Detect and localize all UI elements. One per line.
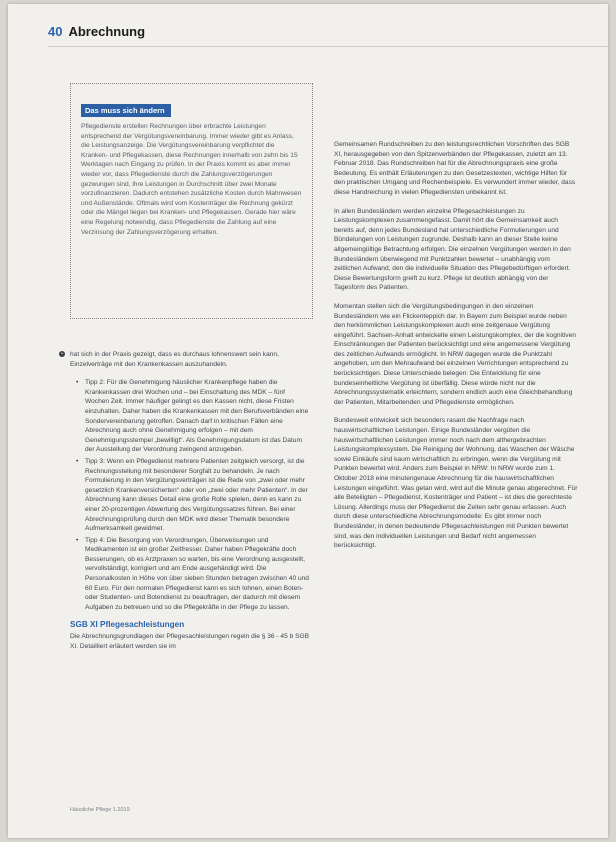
paragraph: Bundesweit entwickelt sich besonders rasant die Nachfrage nach hauswirtschaftlichen Leistungen. Einige Bundesländer vergüten die hauswirtschaftlichen Leistungen immer noch nach dem althergebrachten Leistungskomplexsystem. Die Reinigung der Wohnung, das Waschen der Wäsche sowie Einkäufe sind kaum wirtschaftlich zu erbringen, wenn die Vergütung mit Punkten bewertet wird. Anders zum Beispiel in NRW: In NRW wurde zum 1. Oktober 2018 eine minutengenaue Abrechnung für die hauswirtschaftlichen Leistungen eingeführt. Was getan wird, wird auf die Minute genau abgerechnet. Für alle Beteiligten – Pflegedienst, Kostenträger und Patient – ist dies die gerechteste Lösung. Allerdings muss der Pflegedienst die Zeiten sehr genau erfassen. Auch durch diese unterschiedliche Abrechnungsmodelle: Es gibt immer noch Bundesländer, in denen bedeutende Pflegesachleistungen mit Punkten bewertet sind, was den individuellen Leistungen und Bedarf nicht angemessen berücksichtigt.: [334, 417, 578, 550]
section-title: Abrechnung: [68, 24, 146, 39]
continuation-marker-icon: •: [59, 351, 65, 357]
paragraph: Momentan stellen sich die Vergütungsbedingungen in den einzelnen Bundesländern wie ein Flickenteppich dar. In Bayern zum Beispiel wurde neben den herkömmlichen Leistungskomplexen auch eine zeitgenaue Vergütung eingeführt. Sachsen-Anhalt entwickelte einen Leistungskomplex, der die kognitiven Einschränkungen der Patienten berücksichtigt und eine angemessene Vergütung des zeitlichen Aufwands ermöglicht. In NRW dagegen wurde die Punktzahl angehoben, um den Mehraufwand bei einzelnen Verrichtungen entsprechend zu berücksichtigen. Diese Unterschiede belegen: Die Entwicklung für eine bundeseinheitliche Vergütung ist überfällig. Diese würde nicht nur die Abrechnungssystematik erleichtern, sondern endlich auch eine Gleichbehandlung der Patienten, Mitarbeitenden und Pflegedienste ermöglichen.: [334, 302, 576, 406]
header-rule: [48, 46, 608, 47]
magazine-page: [8, 4, 608, 838]
info-box-title: Das muss sich ändern: [81, 104, 171, 117]
info-box: [70, 83, 313, 319]
tip-item: • Tipp 2: Für die Genehmigung häuslicher Krankenpflege haben die Krankenkassen drei Wochen und – bei Einschaltung des MDK – fünf Wochen Zeit. Immer häufiger gelingt es den Kassen nicht, diese Fristen einzuhalten. Daher haben die Krankenkassen mit den Berufsverbänden eine Sondervereinbarung getroffen. Danach darf in kritischen Fällen eine Abrechnung auch ohne Genehmigung erfolgen – mit dem Genehmigungsstempel „bewilligt“. Als Genehmigungsdatum ist das Datum der Ausstellung der Verordnung zwingend anzugeben.: [70, 378, 310, 455]
page-header: [48, 24, 145, 39]
tip-item: • Tipp 3: Wenn ein Pflegedienst mehrere Patienten zeitgleich versorgt, ist die Rechnungsstellung mit besonderer Sorgfalt zu behandeln. Je nach Formulierung in den Vergütungsverträgen ist die Rede von „zwei oder mehr gesetzlich Krankenversicherten“ oder von „zwei oder mehr Patienten“. In der Abrechnung kann dieses Detail eine große Rolle spielen, denn es kann zu einer 20-prozentigen Abwertung des Vergütungssatzes führen. Bei einer Abrechnungsprüfung durch den MDK wird dieser Thematik besondere Aufmerksamkeit gewidmet.: [70, 457, 310, 534]
left-intro-text: hat sich in der Praxis gezeigt, dass es durchaus lohnenswert sein kann, Einzelverträge mit den Krankenkassen auszuhandeln.: [70, 351, 279, 368]
left-tail: Die Abrechnungsgrundlagen der Pflegesachleistungen regeln die § 36 - 45 b SGB XI. Detailliert erläutert werden sie im: [70, 633, 310, 650]
paragraph: Gemeinsamen Rundschreiben zu den leistungsrechtlichen Vorschriften des SGB XI, herausgegeben von den Spitzenverbänden der Pflegekassen, zuletzt am 13. Februar 2018. Das Rundschreiben hat für die Abrechnungspraxis eine große Bedeutung. Es enthält Erläuterungen zu den Gesetzestexten, wichtige Hilfen für den praktischen Umgang und Rechenbeispiele. Es verwundert immer wieder, dass diese Handreichung in vielen Pflegediensten unbekannt ist.: [334, 141, 576, 196]
left-column: [61, 350, 310, 660]
right-column: [334, 140, 578, 560]
paragraph: In allen Bundesländern werden einzelne Pflegesachleistungen zu Leistungskomplexen zusammengefasst. Damit hört die Gemeinsamkeit auch bereits auf, denn jedes Bundesland hat unterschiedliche Formulierungen und Bündelungen von Leistungen zugrunde. Deshalb kann an dieser Stelle keine allgemeingültige Betrachtung erfolgen. Die einzelnen Vergütungen werden in den Bundesländern überwiegend mit Punktzahlen bewertet – unabhängig vom zeitlichen Aufwand, den die individuelle Situation des Pflegebedürftigen erfordert. Diese Bewertungsform greift zu kurz. Pflege ist deutlich abhängig von der Tagesform des Patienten.: [334, 207, 571, 292]
left-intro: [61, 350, 310, 369]
info-box-text: Pflegedienste erstellen Rechnungen über erbrachte Leistungen entsprechend der Vergütungsvereinbarung. Immer wieder gibt es Anlass, die Leistungsanzeige. Die Vergütungsvereinbarung verpflichtet die Kranken- und Pflegekassen, diese Rechnungen innerhalb von zehn bis 15 Werktagen nach Eingang zu prüfen. In der Praxis kommt es aber immer wieder vor, dass Pflegedienste durch die Zahlungsverzögerungen gezwungen sind, ihre Leistungen in Durchschnitt über zwei Monate vorzufinanzieren. Dadurch entstehen zusätzliche Kosten durch Mahnwesen und Außenstände. Oftmals wird vom Kostenträger die Rechnung gekürzt oder die Mängel liegen bei Kranken- und Pflegekassen. Gerade hier wäre eine Regelung notwendig, dass Pflegedienste die Zahlung auf eine Verzinsung der Zahlungsverzögerung erhalten.: [81, 123, 302, 236]
page-footer: Häusliche Pflege 1.2019: [70, 807, 130, 813]
subheading: SGB XI Pflegesachleistungen: [70, 620, 185, 630]
page-number: 40: [48, 24, 63, 39]
tip-item: • Tipp 4: Die Besorgung von Verordnungen, Überweisungen und Medikamenten ist ein großer Zeitfresser. Daher haben Pflegekräfte doch Besserungen, ob es Arztpraxen so warten, bis eine Verordnung ausgestellt, vervollständigt, korrigiert und am Ende ausgehändigt wird. Die Personalkosten in Höhe von über sieben Stunden betragen zwischen 40 und 60 Euro. Für den normalen Pflegedienst kann es sich lohnen, einen Boten- oder Studenten- und Botendienst zu beauftragen, der dadurch mit diesem Aufgaben zu betreuen und so die Pflegekräfte in der Pflege zu lassen.: [70, 536, 310, 613]
